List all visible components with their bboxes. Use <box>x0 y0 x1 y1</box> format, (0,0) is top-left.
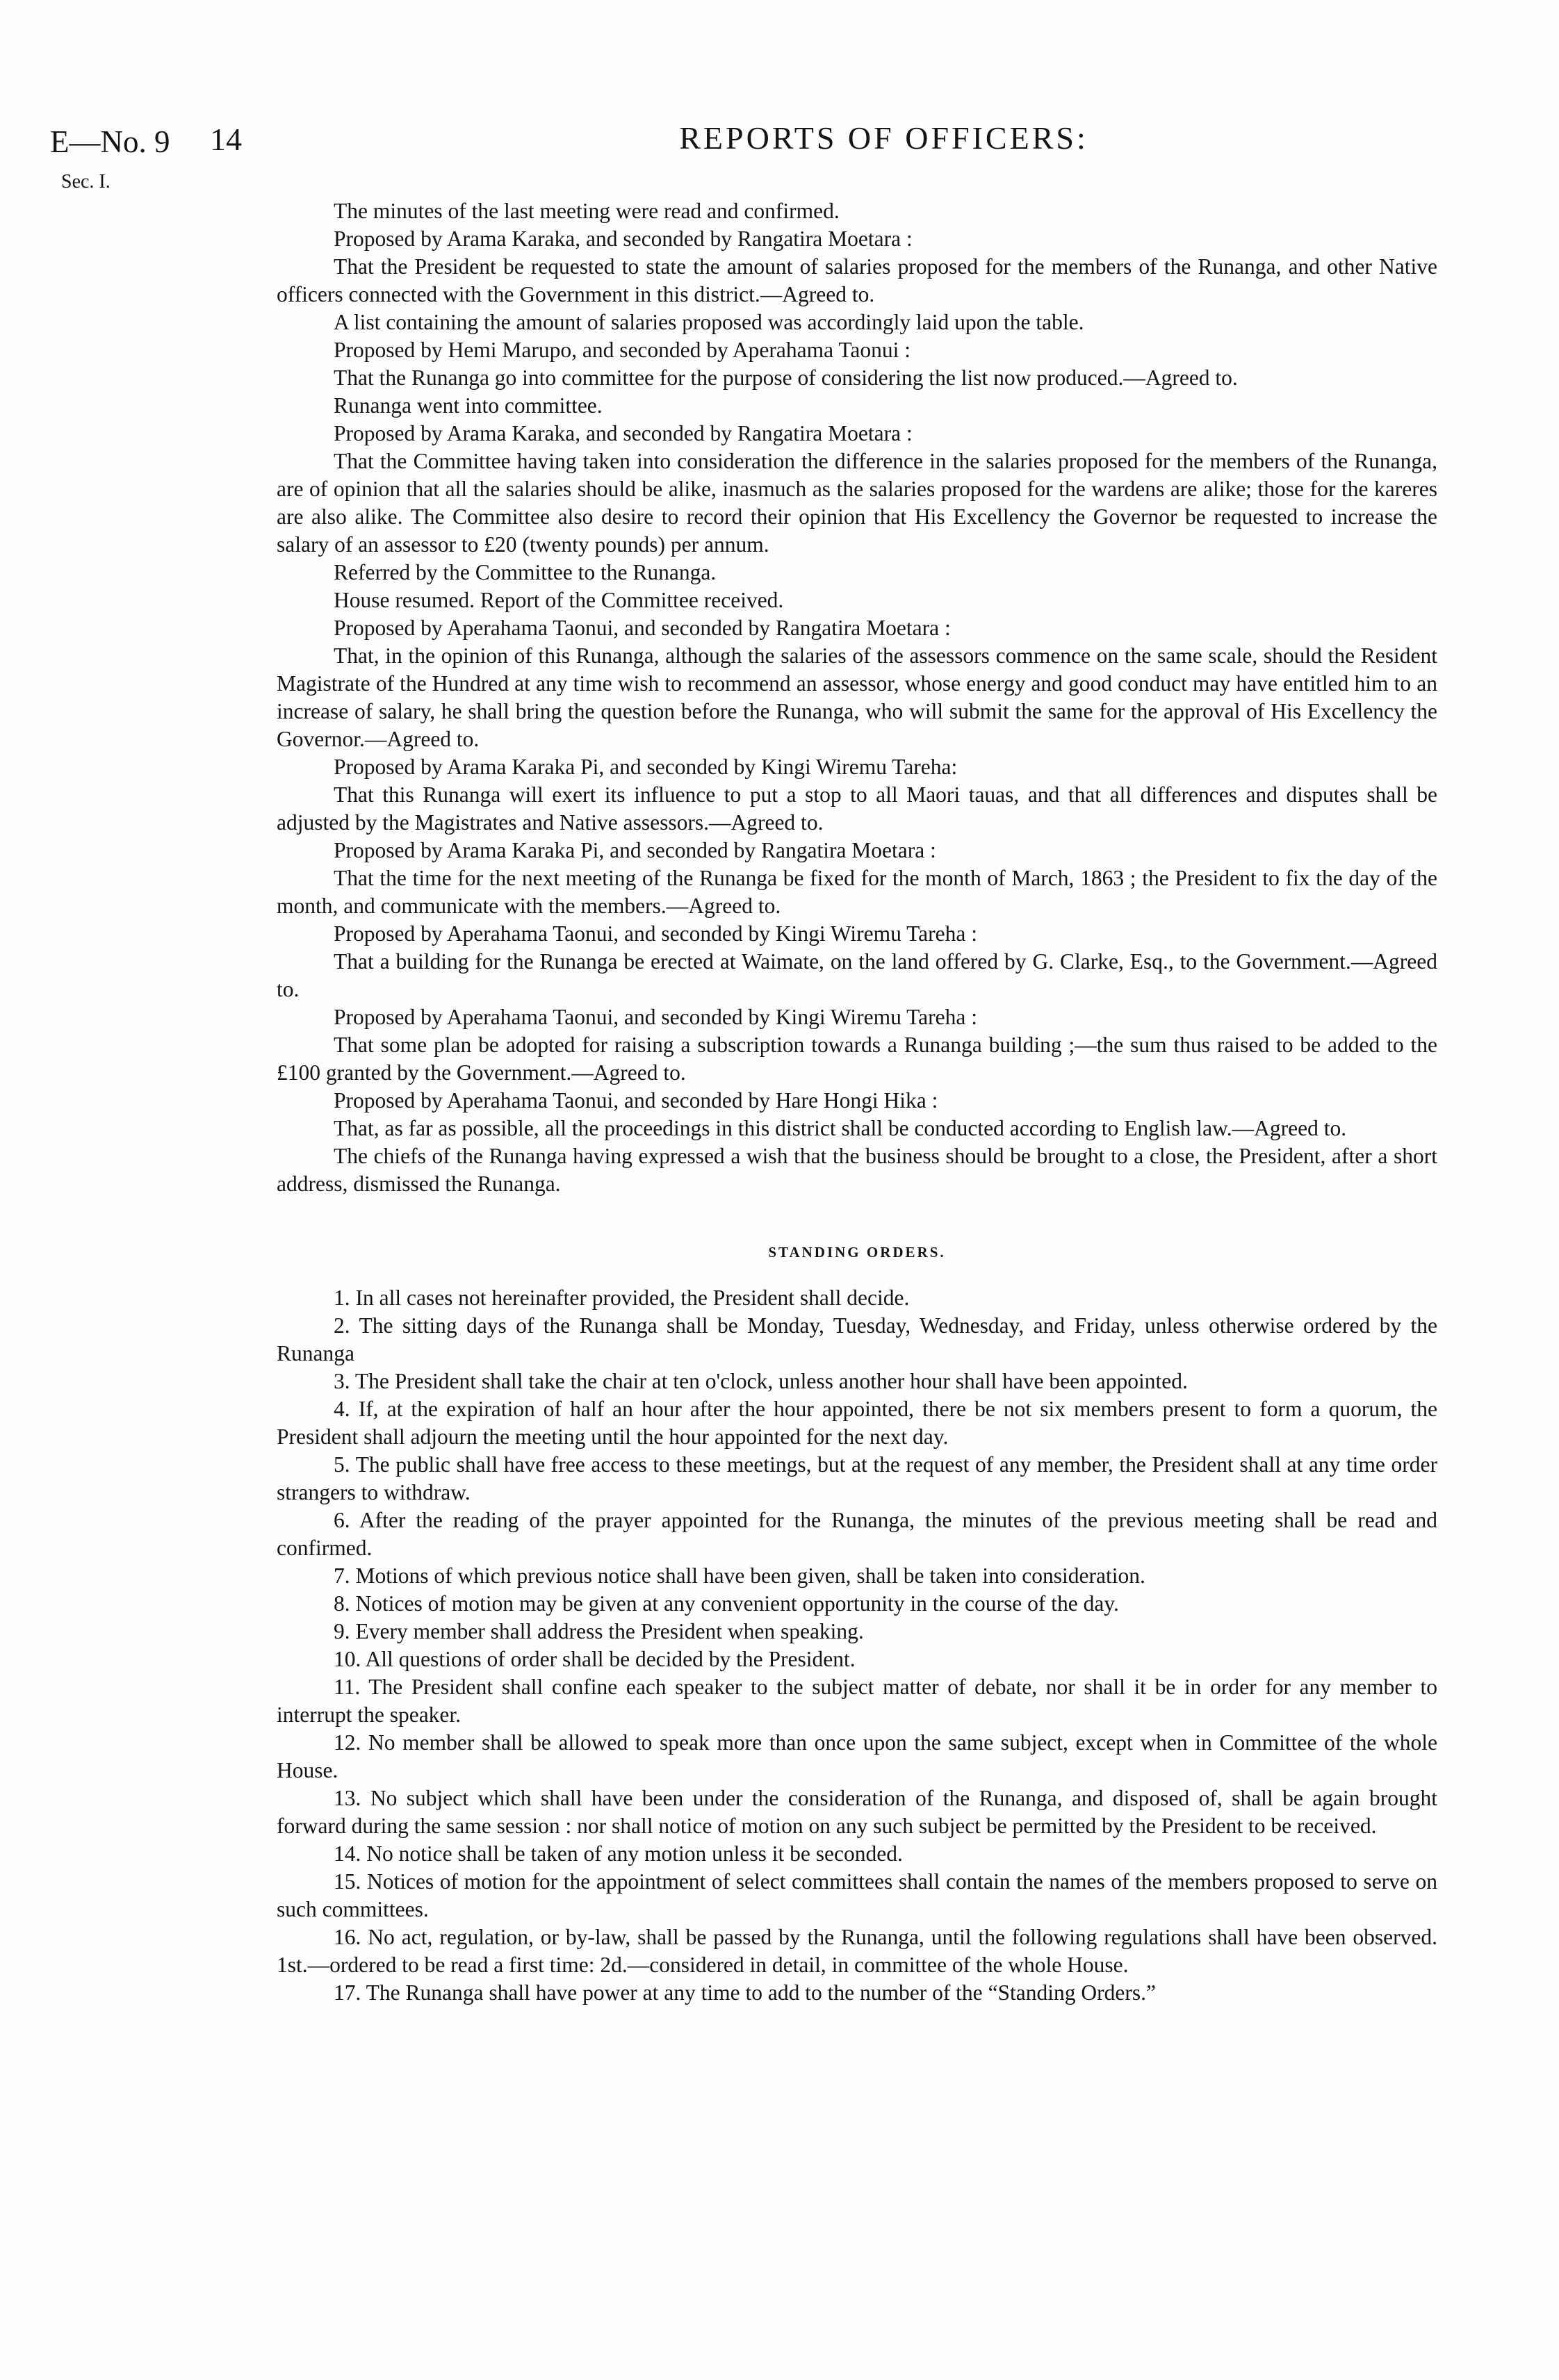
standing-order-item: 9. Every member shall address the President when speaking. <box>334 1619 864 1643</box>
standing-order-item: 4. If, at the expiration of half an hour after the hour appointed, there be not six members present to form a quorum, the President shall adjourn the meeting until the hour appointed for the next day. <box>277 1397 1437 1449</box>
minutes-paragraph: That the Runanga go into committee for the purpose of considering the list now produced.—Agreed to. <box>334 366 1238 390</box>
minutes-paragraph: That the President be requested to state the amount of salaries proposed for the members of the Runanga, and other Native officers connected with the Government in this district.—Agreed to. <box>277 254 1437 306</box>
minutes-paragraph: Proposed by Arama Karaka Pi, and seconded by Kingi Wiremu Tareha: <box>334 755 958 779</box>
standing-order-item: 14. No notice shall be taken of any motion unless it be seconded. <box>334 1841 903 1866</box>
minutes-paragraph: Runanga went into committee. <box>334 393 603 418</box>
minutes-paragraph: Referred by the Committee to the Runanga. <box>334 560 717 584</box>
minutes-paragraph: Proposed by Arama Karaka Pi, and seconded by Rangatira Moetara : <box>334 838 936 862</box>
minutes-paragraph: That a building for the Runanga be erected at Waimate, on the land offered by G. Clarke, Esq., to the Government.—Agreed to. <box>277 949 1437 1001</box>
minutes-paragraph: That this Runanga will exert its influence to put a stop to all Maori tauas, and that all differences and disputes shall be adjusted by the Magistrates and Native assessors.—Agreed to. <box>277 782 1437 835</box>
standing-orders-heading: STANDING ORDERS. <box>768 1244 946 1261</box>
minutes-paragraph: Proposed by Arama Karaka, and seconded by Rangatira Moetara : <box>334 227 913 251</box>
standing-order-item: 3. The President shall take the chair at ten o'clock, unless another hour shall have been appointed. <box>334 1369 1188 1393</box>
minutes-paragraph: Proposed by Aperahama Taonui, and seconded by Kingi Wiremu Tareha : <box>334 1005 977 1029</box>
minutes-paragraph: That, as far as possible, all the proceedings in this district shall be conducted according to English law.—Agreed to. <box>334 1116 1347 1140</box>
minutes-paragraph: Proposed by Aperahama Taonui, and seconded by Hare Hongi Hika : <box>334 1088 938 1113</box>
minutes-paragraph: That, in the opinion of this Runanga, although the salaries of the assessors commence on the same scale, should the Resident Magistrate of the Hundred at any time wish to recommend an assessor, whose energy and good conduct may have entitled him to an increase of salary, he shall bring the question before the Runanga, who will submit the same for the approval of His Excellency the Governor.—Agreed to. <box>277 643 1437 751</box>
standing-order-item: 1. In all cases not hereinafter provided, the President shall decide. <box>334 1286 910 1310</box>
minutes-paragraph: Proposed by Arama Karaka, and seconded by Rangatira Moetara : <box>334 421 913 445</box>
minutes-paragraph: House resumed. Report of the Committee received. <box>334 588 784 612</box>
standing-order-item: 17. The Runanga shall have power at any time to add to the number of the “Standing Orders.” <box>334 1980 1156 2005</box>
minutes-paragraph: A list containing the amount of salaries proposed was accordingly laid upon the table. <box>334 310 1084 334</box>
standing-order-item: 5. The public shall have free access to these meetings, but at the request of any member, the President shall at any time order strangers to withdraw. <box>277 1452 1437 1504</box>
minutes-paragraph: That the Committee having taken into consideration the difference in the salaries proposed for the members of the Runanga, are of opinion that all the salaries should be alike, inasmuch as the salaries proposed for the wardens are alike; those for the kareres are also alike. The Committee also desire to record their opinion that His Excellency the Governor be requested to increase the salary of an assessor to £20 (twenty pounds) per annum. <box>277 449 1437 557</box>
page-number: 14 <box>210 122 242 157</box>
standing-order-item: 16. No act, regulation, or by-law, shall be passed by the Runanga, until the following regulations shall have been observed. 1st.—ordered to be read a first time: 2d.—considered in detail, in committee of the whole House. <box>277 1925 1437 1977</box>
standing-order-item: 8. Notices of motion may be given at any convenient opportunity in the course of the day. <box>334 1591 1119 1616</box>
minutes-paragraph: The minutes of the last meeting were read and confirmed. <box>334 199 840 223</box>
standing-order-item: 2. The sitting days of the Runanga shall be Monday, Tuesday, Wednesday, and Friday, unless otherwise ordered by the Runanga <box>277 1313 1437 1365</box>
standing-order-item: 6. After the reading of the prayer appointed for the Runanga, the minutes of the previous meeting shall be read and confirmed. <box>277 1508 1437 1560</box>
standing-order-item: 13. No subject which shall have been under the consideration of the Runanga, and disposed of, shall be again brought forward during the same session : nor shall notice of motion on any such subject be permitted by the President to be received. <box>277 1786 1437 1838</box>
standing-order-item: 10. All questions of order shall be decided by the President. <box>334 1647 856 1671</box>
standing-order-item: 11. The President shall confine each speaker to the subject matter of debate, nor shall it be in order for any member to interrupt the speaker. <box>277 1675 1437 1727</box>
minutes-section <box>277 197 1437 1198</box>
document-body <box>277 197 1437 2007</box>
standing-orders-section <box>277 1238 1437 2007</box>
minutes-paragraph: Proposed by Aperahama Taonui, and seconded by Kingi Wiremu Tareha : <box>334 921 977 946</box>
standing-order-item: 15. Notices of motion for the appointment of select committees shall contain the names of the members proposed to serve on such committees. <box>277 1869 1437 1921</box>
minutes-paragraph: Proposed by Hemi Marupo, and seconded by Aperahama Taonui : <box>334 338 911 362</box>
minutes-paragraph: The chiefs of the Runanga having expressed a wish that the business should be brought to a close, the President, after a short address, dismissed the Runanga. <box>277 1144 1437 1196</box>
minutes-paragraph: Proposed by Aperahama Taonui, and seconded by Rangatira Moetara : <box>334 616 951 640</box>
standing-order-item: 7. Motions of which previous notice shall have been given, shall be taken into consideration. <box>334 1564 1145 1588</box>
standing-order-item: 12. No member shall be allowed to speak more than once upon the same subject, except when in Committee of the whole House. <box>277 1730 1437 1782</box>
margin-section: Sec. I. <box>61 171 111 192</box>
running-title: REPORTS OF OFFICERS: <box>679 120 1088 156</box>
margin-reference: E—No. 9 <box>50 124 170 159</box>
minutes-paragraph: That some plan be adopted for raising a subscription towards a Runanga building ;—the sum thus raised to be added to the £100 granted by the Government.—Agreed to. <box>277 1033 1437 1085</box>
minutes-paragraph: That the time for the next meeting of the Runanga be fixed for the month of March, 1863 ; the President to fix the day of the month, and communicate with the members.—Agreed to. <box>277 866 1437 918</box>
